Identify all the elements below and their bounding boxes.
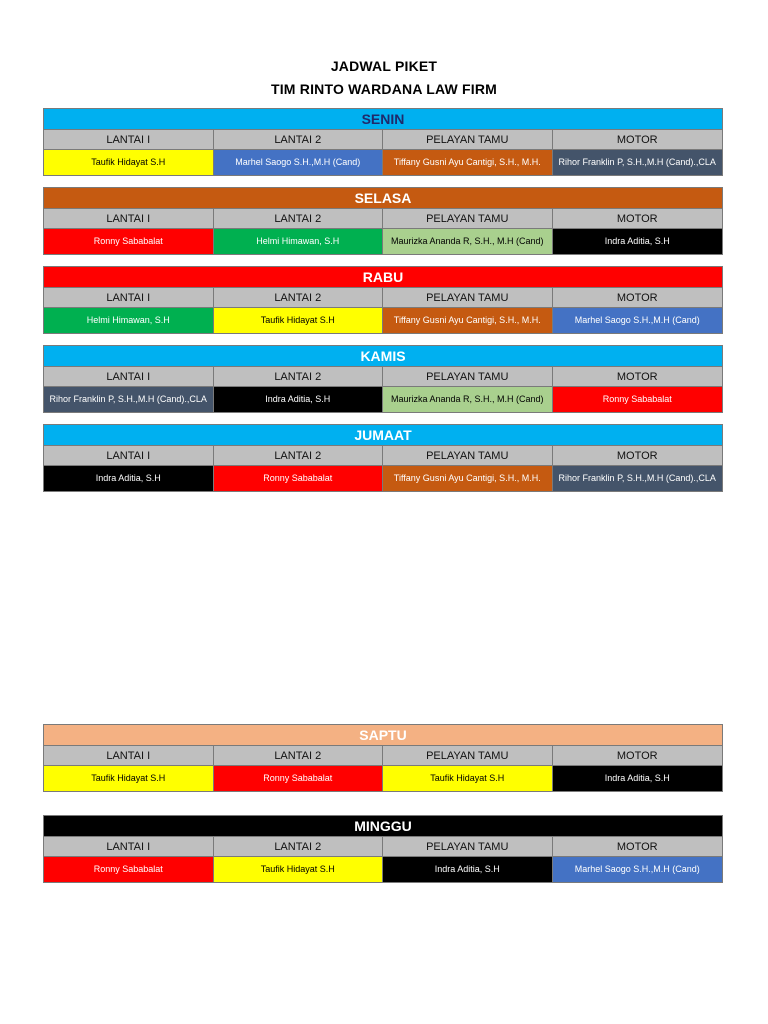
column-header-row (44, 367, 722, 387)
assignment-cell: Tiffany Gusni Ayu Cantigi, S.H., M.H. (383, 150, 553, 175)
assignment-cell: Marhel Saogo S.H.,M.H (Cand) (553, 857, 723, 882)
assignment-row (44, 308, 722, 333)
assignment-cell: Tiffany Gusni Ayu Cantigi, S.H., M.H. (383, 466, 553, 491)
column-header: LANTAI I (44, 837, 214, 857)
column-header-row (44, 209, 722, 229)
column-header: LANTAI 2 (214, 746, 384, 766)
assignment-cell: Indra Aditia, S.H (44, 466, 214, 491)
assignment-cell: Marhel Saogo S.H.,M.H (Cand) (553, 308, 723, 333)
assignment-cell: Indra Aditia, S.H (383, 857, 553, 882)
column-header: PELAYAN TAMU (383, 746, 553, 766)
day-block-kamis (43, 345, 723, 413)
assignment-row (44, 387, 722, 412)
day-header: SAPTU (44, 725, 722, 746)
assignment-cell: Ronny Sababalat (44, 229, 214, 254)
column-header: MOTOR (553, 288, 723, 308)
day-header: KAMIS (44, 346, 722, 367)
assignment-cell: Rihor Franklin P, S.H.,M.H (Cand).,CLA (553, 150, 723, 175)
assignment-row (44, 857, 722, 882)
assignment-cell: Taufik Hidayat S.H (383, 766, 553, 791)
column-header: LANTAI I (44, 746, 214, 766)
document-subtitle: TIM RINTO WARDANA LAW FIRM (270, 81, 498, 97)
assignment-cell: Rihor Franklin P, S.H.,M.H (Cand).,CLA (44, 387, 214, 412)
assignment-row (44, 229, 722, 254)
assignment-cell: Ronny Sababalat (44, 857, 214, 882)
assignment-cell: Indra Aditia, S.H (553, 229, 723, 254)
column-header: PELAYAN TAMU (383, 837, 553, 857)
assignment-cell: Taufik Hidayat S.H (214, 857, 384, 882)
column-header: LANTAI I (44, 446, 214, 466)
column-header: LANTAI 2 (214, 209, 384, 229)
assignment-cell: Helmi Himawan, S.H (214, 229, 384, 254)
assignment-cell: Maurizka Ananda R, S.H., M.H (Cand) (383, 229, 553, 254)
column-header-row (44, 746, 722, 766)
column-header: LANTAI I (44, 209, 214, 229)
column-header: MOTOR (553, 837, 723, 857)
assignment-cell: Helmi Himawan, S.H (44, 308, 214, 333)
column-header: LANTAI 2 (214, 837, 384, 857)
assignment-cell: Ronny Sababalat (214, 766, 384, 791)
assignment-cell: Tiffany Gusni Ayu Cantigi, S.H., M.H. (383, 308, 553, 333)
column-header: PELAYAN TAMU (383, 209, 553, 229)
assignment-cell: Taufik Hidayat S.H (214, 308, 384, 333)
day-block-rabu (43, 266, 723, 334)
assignment-row (44, 150, 722, 175)
column-header: MOTOR (553, 446, 723, 466)
assignment-row (44, 766, 722, 791)
column-header: LANTAI 2 (214, 367, 384, 387)
column-header-row (44, 446, 722, 466)
document-title: JADWAL PIKET (330, 58, 438, 74)
day-block-senin (43, 108, 723, 176)
column-header: LANTAI I (44, 367, 214, 387)
column-header: PELAYAN TAMU (383, 367, 553, 387)
day-header: SELASA (44, 188, 722, 209)
day-header: RABU (44, 267, 722, 288)
column-header-row (44, 288, 722, 308)
day-header: SENIN (44, 109, 722, 130)
day-block-jumaat (43, 424, 723, 492)
column-header: PELAYAN TAMU (383, 130, 553, 150)
column-header: PELAYAN TAMU (383, 446, 553, 466)
column-header-row (44, 837, 722, 857)
day-header: MINGGU (44, 816, 722, 837)
column-header: MOTOR (553, 130, 723, 150)
column-header-row (44, 130, 722, 150)
day-block-saptu (43, 724, 723, 792)
column-header: MOTOR (553, 746, 723, 766)
column-header: LANTAI I (44, 130, 214, 150)
column-header: MOTOR (553, 209, 723, 229)
column-header: LANTAI 2 (214, 130, 384, 150)
assignment-cell: Maurizka Ananda R, S.H., M.H (Cand) (383, 387, 553, 412)
day-block-minggu (43, 815, 723, 883)
column-header: MOTOR (553, 367, 723, 387)
column-header: LANTAI 2 (214, 446, 384, 466)
assignment-cell: Taufik Hidayat S.H (44, 150, 214, 175)
assignment-row (44, 466, 722, 491)
day-header: JUMAAT (44, 425, 722, 446)
assignment-cell: Marhel Saogo S.H.,M.H (Cand) (214, 150, 384, 175)
assignment-cell: Indra Aditia, S.H (553, 766, 723, 791)
assignment-cell: Ronny Sababalat (214, 466, 384, 491)
assignment-cell: Rihor Franklin P, S.H.,M.H (Cand).,CLA (553, 466, 723, 491)
column-header: LANTAI I (44, 288, 214, 308)
column-header: PELAYAN TAMU (383, 288, 553, 308)
assignment-cell: Ronny Sababalat (553, 387, 723, 412)
column-header: LANTAI 2 (214, 288, 384, 308)
assignment-cell: Taufik Hidayat S.H (44, 766, 214, 791)
assignment-cell: Indra Aditia, S.H (214, 387, 384, 412)
day-block-selasa (43, 187, 723, 255)
